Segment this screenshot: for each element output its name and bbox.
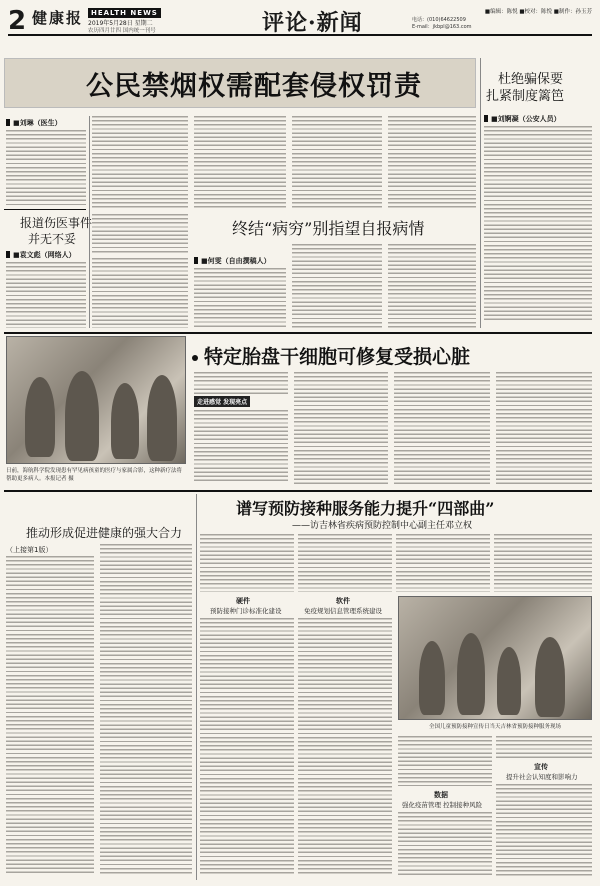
- disease-body-col1: [92, 258, 188, 328]
- smoking-author: ■刘琳（医生）: [6, 118, 62, 128]
- promotion-body-col2: [100, 544, 192, 876]
- reporting-headline-1: 报道伤医事件: [20, 216, 93, 230]
- vaccine-sub-hard-desc: 预防接种门诊标准化建设: [210, 607, 282, 615]
- vaccine-body-col4a: [496, 736, 592, 758]
- disease-headline: 终结“病穷”别指望自报病情: [232, 219, 425, 238]
- vaccine-body-col3b: [398, 812, 492, 876]
- phone: 电话：(010)64622509: [412, 17, 466, 23]
- issue-date: 2019年5月28日 星期二: [88, 20, 153, 27]
- stemcell-caption: 日前，海航科学院发现患有罕见病孩童的医疗与家属合影，这种新疗法将帮助更多病人。本报记者 摄: [6, 468, 183, 482]
- reporting-body: [6, 262, 86, 328]
- stemcell-body-lead: [194, 372, 288, 394]
- stemcell-headline: 特定胎盘干细胞可修复受损心脏: [204, 346, 471, 368]
- promotion-body-col1: [6, 556, 94, 876]
- reporting-headline-2: 并无不妥: [28, 232, 77, 246]
- vaccine-photo: [398, 596, 592, 720]
- vaccine-sub-data: 数据: [434, 791, 448, 799]
- masthead: [8, 6, 592, 36]
- vaccine-body-col2: [298, 618, 392, 876]
- vaccine-body-lead2: [298, 534, 392, 592]
- vaccine-sub-soft: 软件: [336, 597, 350, 605]
- corner-headline-2: 扎紧制度篱笆: [486, 89, 565, 104]
- page-number: 2: [8, 6, 27, 36]
- vaccine-sub-hard: 硬件: [236, 597, 250, 605]
- stemcell-body-col1: [194, 410, 288, 484]
- section-title: 评论·新闻: [262, 10, 363, 36]
- promotion-headline: 推动形成促进健康的强大合力: [26, 526, 183, 540]
- issue-meta: 农历四月廿四 国内统一刊号: [88, 28, 156, 34]
- smoking-body-col2: [92, 116, 188, 210]
- smoking-body-col5: [388, 116, 476, 210]
- vaccine-sub-data-desc: 强化疫苗管理 控制接种风险: [402, 801, 483, 809]
- stemcell-body-col2: [294, 372, 388, 484]
- corner-author: ■刘婀凝（公安人员）: [484, 114, 561, 124]
- smoking-body-cont: [92, 214, 188, 254]
- vaccine-sub-soft-desc: 免疫规划信息管理系统建设: [304, 607, 382, 615]
- disease-author: ■何雯（自由撰稿人）: [194, 256, 271, 266]
- email: E-mail：jkbpl@163.com: [412, 24, 472, 30]
- smoking-body-col4: [292, 116, 382, 210]
- stemcell-body-col4: [496, 372, 592, 484]
- disease-body-col2: [194, 268, 286, 328]
- contact-info: [412, 17, 472, 31]
- smoking-body-col1: [6, 130, 86, 206]
- vaccine-body-col3a: [398, 736, 492, 786]
- reporting-author: ■袁文彪（网络人）: [6, 250, 76, 260]
- vaccine-body-lead1: [200, 534, 294, 592]
- disease-body-col4: [388, 244, 476, 328]
- vaccine-body-lead3: [396, 534, 490, 592]
- editor-credits: ■编辑：陈悦 ■校对：陈悦 ■制作：孙玉芳: [484, 9, 592, 15]
- vaccine-body-col4b: [496, 784, 592, 876]
- vaccine-body-lead4: [494, 534, 592, 592]
- vaccine-sub-promo: 宣传: [534, 763, 548, 771]
- disease-body-col3: [292, 244, 382, 328]
- stemcell-tag: 走进感觉 发现亮点: [194, 396, 250, 407]
- smoking-body-col3: [194, 116, 286, 210]
- corner-headline-1: 杜绝骗保要: [498, 72, 564, 87]
- stemcell-photo: [6, 336, 186, 464]
- brand-logo: 健康报: [32, 9, 84, 27]
- vaccine-sub-promo-desc: 提升社会认知度和影响力: [506, 773, 578, 781]
- vaccine-photo-caption: 全国儿童预防接种宣传日当天吉林省预防接种服务现场: [428, 724, 561, 730]
- vaccine-body-col1: [200, 618, 294, 876]
- brand-en: HEALTH NEWS: [88, 8, 161, 18]
- promotion-kicker: （上接第1版）: [6, 546, 53, 554]
- vaccine-subheadline: ——访吉林省疾病预防控制中心副主任邓立权: [292, 521, 473, 531]
- stemcell-body-col3: [394, 372, 490, 484]
- smoking-headline: 公民禁烟权需配套侵权罚责: [86, 71, 422, 102]
- corner-body: [484, 126, 592, 320]
- vaccine-headline: 谱写预防接种服务能力提升“四部曲”: [236, 499, 495, 518]
